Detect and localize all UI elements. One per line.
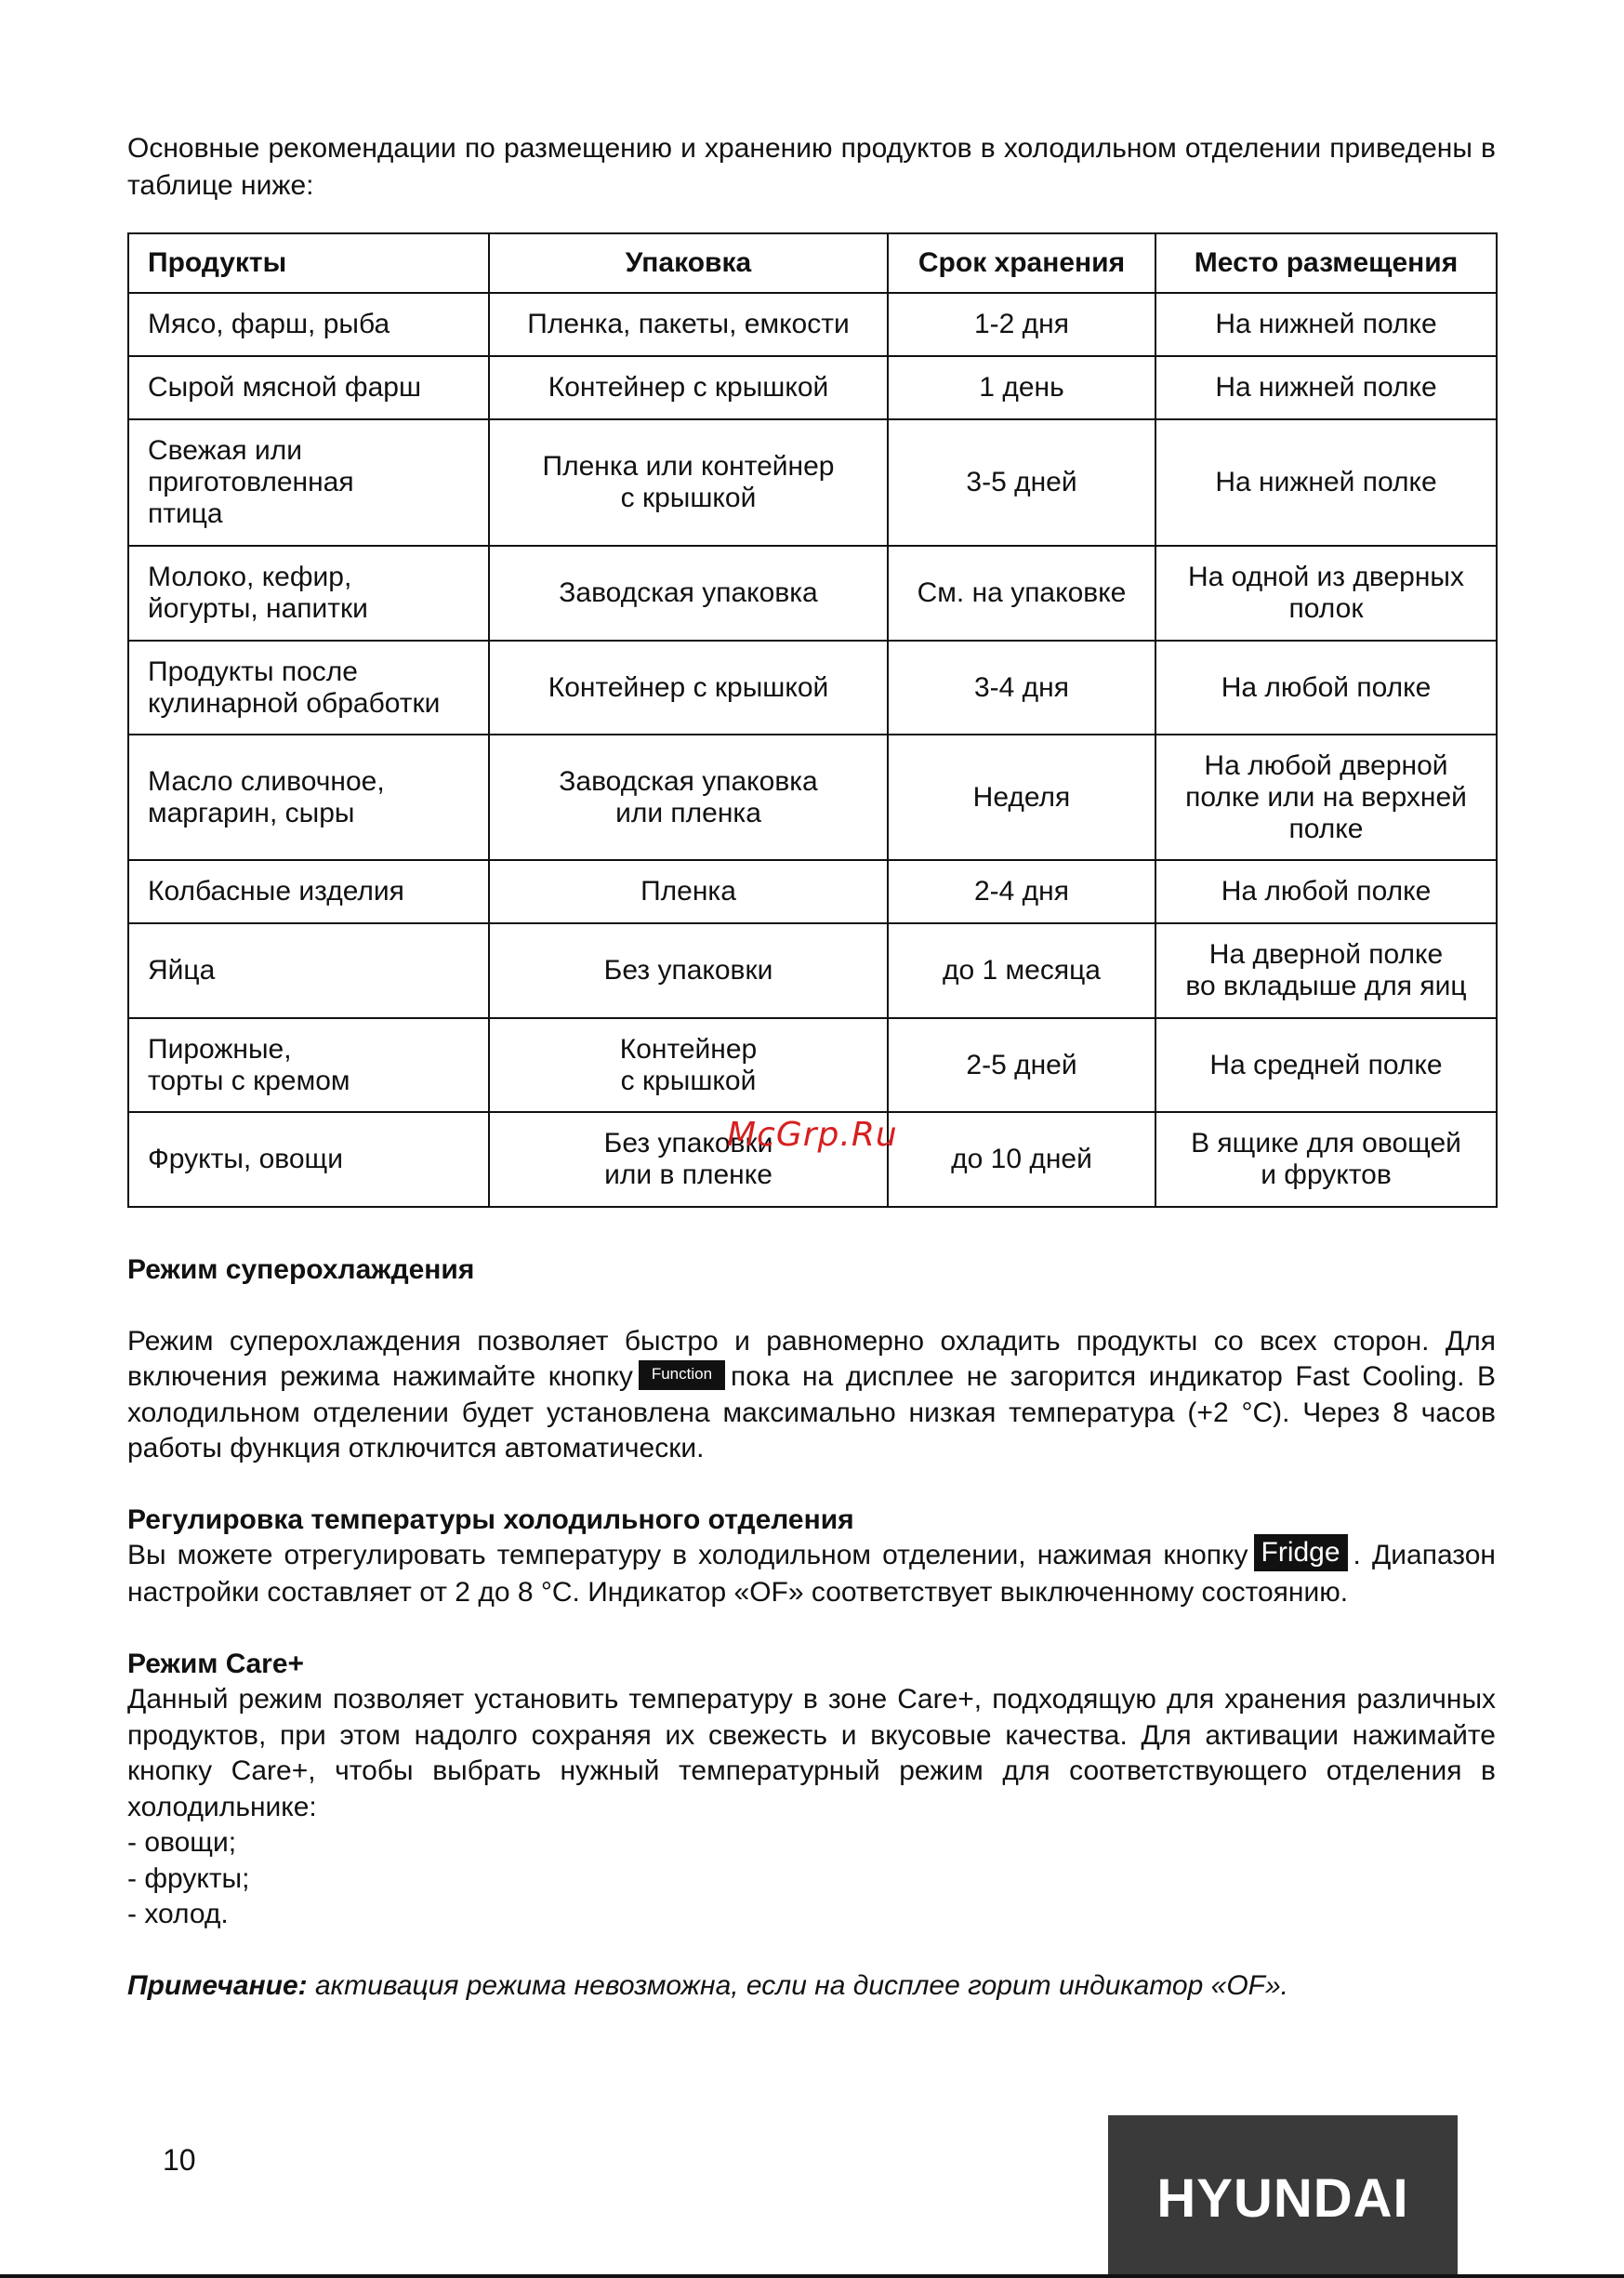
care-section [127,1647,1496,1933]
cell-product: Фрукты, овощи [128,1112,489,1207]
note-text: активация режима невозможна, если на дисплее горит индикатор «OF». [307,1969,1289,2001]
cell-packaging: Без упаковки [489,923,888,1018]
cell-packaging: Контейнер с крышкой [489,356,888,419]
cell-storage-time: См. на упаковке [888,546,1155,641]
cell-storage-time: до 1 месяца [888,923,1155,1018]
fridge-temp-text-after: . Диапазон настройки составляет от 2 до 8 °С. Индикатор «OF» соответствует выключенному состоянию. [127,1540,1496,1609]
brand-logo: HYUNDAI [1156,2168,1409,2229]
cell-placement: На средней полке [1155,1018,1497,1112]
table-row [128,293,1497,356]
cell-packaging: Заводская упаковка [489,546,888,641]
storage-table [127,232,1498,1208]
cell-storage-time: до 10 дней [888,1112,1155,1207]
cell-product: Сырой мясной фарш [128,356,489,419]
table-row [128,1018,1497,1112]
note-label: Примечание: [127,1969,308,2001]
list-item: - холод. [127,1899,229,1930]
cell-packaging: Заводская упаковка или пленка [489,735,888,860]
table-row [128,546,1497,641]
fridge-temp-text-before: Вы можете отрегулировать температуру в холодильном отделении, нажимая кнопку [127,1540,1248,1570]
note [127,1968,1496,2005]
cell-packaging: Пленка или контейнер с крышкой [489,419,888,546]
cell-placement: На одной из дверных полок [1155,546,1497,641]
header-storage-time: Срок хранения [888,233,1155,293]
cell-product: Масло сливочное, маргарин, сыры [128,735,489,860]
table-row [128,419,1497,546]
table-row [128,641,1497,735]
table-row [128,860,1497,923]
list-item: - фрукты; [127,1862,250,1894]
header-products: Продукты [128,233,489,293]
table-row [128,735,1497,860]
cell-storage-time: 3-4 дня [888,641,1155,735]
page-content [127,130,1496,2004]
fridge-button-icon: Fridge [1254,1534,1348,1571]
cell-packaging: Пленка [489,860,888,923]
supercool-section [127,1252,1496,1467]
list-item: - овощи; [127,1827,237,1859]
cell-packaging: Контейнер с крышкой [489,1018,888,1112]
cell-product: Свежая или приготовленная птица [128,419,489,546]
cell-product: Мясо, фарш, рыба [128,293,489,356]
cell-placement: На любой полке [1155,860,1497,923]
care-title: Режим Care+ [127,1648,305,1679]
function-button-icon: Function [639,1360,725,1390]
cell-placement: На нижней полке [1155,419,1497,546]
fridge-temp-title: Регулировка температуры холодильного отделения [127,1503,854,1535]
brand-box [1108,2115,1458,2278]
supercool-text [127,1324,1496,1467]
cell-storage-time: 1-2 дня [888,293,1155,356]
cell-product: Молоко, кефир, йогурты, напитки [128,546,489,641]
cell-storage-time: 3-5 дней [888,419,1155,546]
cell-packaging: Пленка, пакеты, емкости [489,293,888,356]
intro-paragraph: Основные рекомендации по размещению и хранению продуктов в холодильном отделении приведены в таблице ниже: [127,133,1496,201]
cell-storage-time: Неделя [888,735,1155,860]
header-packaging: Упаковка [489,233,888,293]
cell-product: Пирожные, торты с кремом [128,1018,489,1112]
care-list [127,1825,1496,1933]
supercool-text-after: пока на дисплее не загорится индикатор Fast Cooling. В холодильном отделении будет установлена максимально низкая температура (+2 °С). Через 8 часов работы функция отключится автоматически. [127,1361,1496,1463]
cell-placement: На нижней полке [1155,356,1497,419]
table-row [128,923,1497,1018]
supercool-title: Режим суперохлаждения [127,1254,475,1285]
cell-placement: На любой дверной полке или на верхней полке [1155,735,1497,860]
fridge-temp-text [127,1538,1496,1611]
page-number: 10 [163,2143,196,2177]
table-header-row [128,233,1497,293]
cell-product: Колбасные изделия [128,860,489,923]
header-placement: Место размещения [1155,233,1497,293]
cell-product: Продукты после кулинарной обработки [128,641,489,735]
watermark: McGrp.Ru [727,1116,898,1154]
supercool-text-before: Режим суперохлаждения позволяет быстро и равномерно охладить продукты со всех сторон. Для включения режима нажимайте кнопку [127,1325,1496,1392]
footer-rule [0,2274,1624,2278]
care-text: Данный режим позволяет установить температуру в зоне Care+, подходящую для хранения различных продуктов, при этом надолго сохраняя их свежесть и вкусовые качества. Для активации нажимайте кнопку Care+, чтобы выбрать нужный температурный режим для соответствующего отделения в холодильнике: [127,1684,1496,1822]
cell-storage-time: 2-5 дней [888,1018,1155,1112]
cell-placement: На нижней полке [1155,293,1497,356]
cell-placement: На любой полке [1155,641,1497,735]
cell-packaging: Контейнер с крышкой [489,641,888,735]
fridge-temp-section [127,1503,1496,1611]
cell-placement: В ящике для овощей и фруктов [1155,1112,1497,1207]
cell-storage-time: 1 день [888,356,1155,419]
cell-storage-time: 2-4 дня [888,860,1155,923]
cell-placement: На дверной полке во вкладыше для яиц [1155,923,1497,1018]
table-row [128,356,1497,419]
cell-packaging: Без упаковки или в пленке [489,1112,888,1207]
cell-product: Яйца [128,923,489,1018]
